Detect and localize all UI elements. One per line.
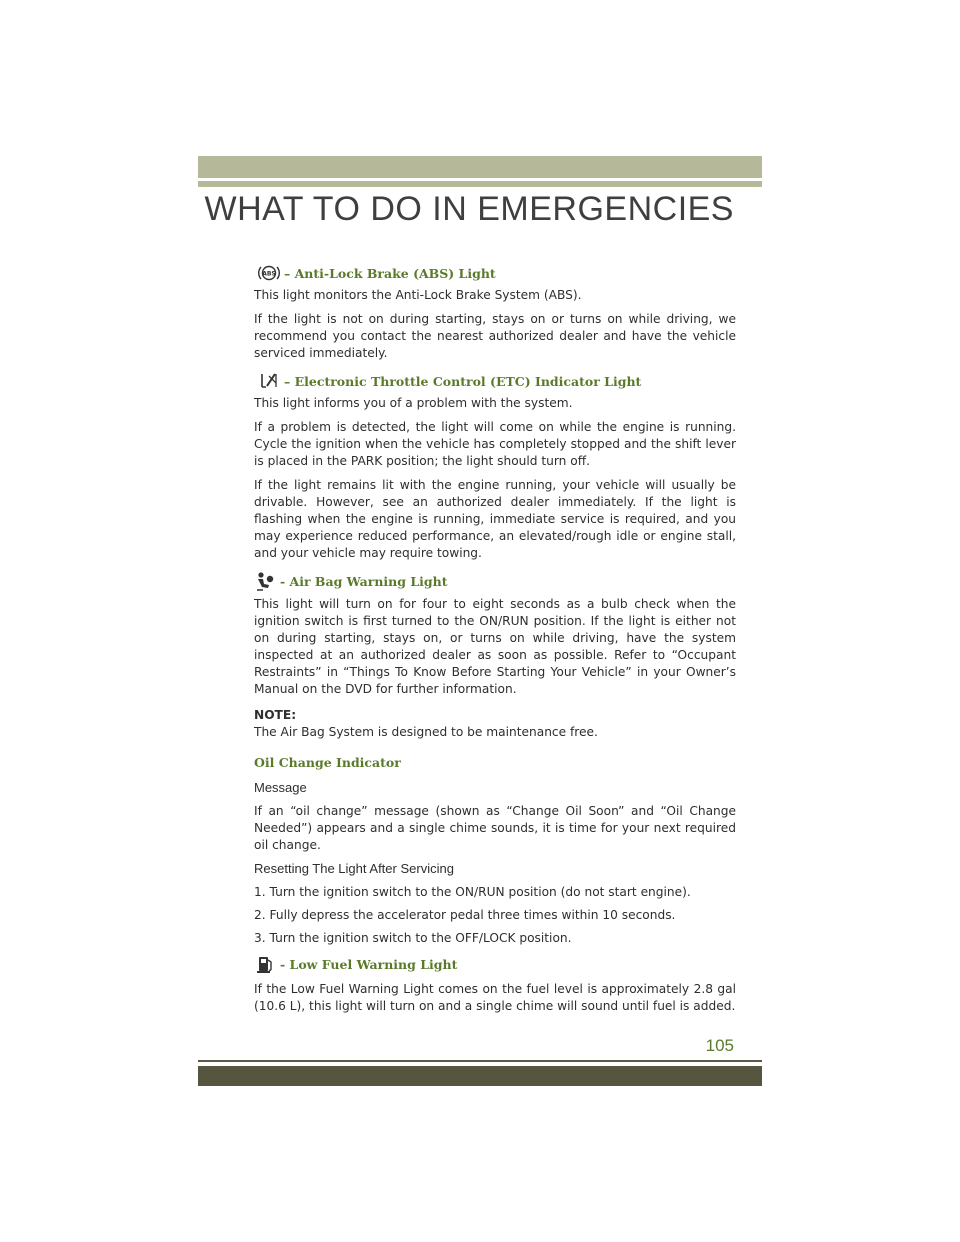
message-heading: Message (254, 780, 307, 795)
abs-icon (258, 263, 280, 283)
etc-paragraph-1: This light informs you of a problem with the system. (254, 396, 573, 410)
airbag-heading-text: - Air Bag Warning Light (280, 573, 448, 589)
note-text: The Air Bag System is designed to be maintenance free. (254, 725, 598, 739)
step-2: 2. Fully depress the accelerator pedal three times within 10 seconds. (254, 908, 676, 922)
etc-heading-text: – Electronic Throttle Control (ETC) Indicator Light (284, 373, 642, 389)
abs-paragraph-1: This light monitors the Anti-Lock Brake System (ABS). (254, 288, 582, 302)
page-content (254, 262, 736, 1015)
step-3: 3. Turn the ignition switch to the OFF/LOCK position. (254, 931, 572, 945)
footer-line (198, 1060, 762, 1062)
svg-text:ABS: ABS (262, 270, 276, 278)
airbag-paragraph-1: This light will turn on for four to eight seconds as a bulb check when the ignition switch is first turned to the ON/RUN position. If the light is either not on during starting, stays on, or turns on while driving, have the system inspected at an authorized dealer as soon as possible. Refer to “Occupant Restraints” in “Things To Know Before Starting Your Vehicle” in your Owner’s Manual on the DVD for further information. (254, 597, 736, 696)
step-1: 1. Turn the ignition switch to the ON/RUN position (do not start engine). (254, 885, 691, 899)
abs-heading (258, 262, 736, 284)
note-label: NOTE: (254, 708, 297, 722)
oil-change-heading-text: Oil Change Indicator (254, 754, 401, 770)
throttle-icon (258, 371, 280, 391)
header-band (198, 156, 762, 178)
fuel-pump-icon (254, 954, 276, 974)
low-fuel-heading (254, 953, 736, 975)
message-paragraph: If an “oil change” message (shown as “Change Oil Soon” and “Oil Change Needed”) appears and a single chime sounds, it is time for your next required oil change. (254, 804, 736, 852)
etc-heading (258, 370, 736, 392)
oil-change-heading (254, 751, 736, 773)
reset-heading: Resetting The Light After Servicing (254, 861, 454, 876)
header-band-thin (198, 181, 762, 187)
airbag-heading (254, 570, 736, 592)
etc-paragraph-3: If the light remains lit with the engine running, your vehicle will usually be drivable. However, see an authorized dealer immediately. If the light is flashing when the engine is running, immediate service is required, and you may experience reduced performance, an elevated/rough idle or engine stall, and your vehicle may require towing. (254, 478, 736, 560)
page-number: 105 (705, 1036, 734, 1055)
etc-paragraph-2: If a problem is detected, the light will come on while the engine is running. Cycle the ignition when the vehicle has completely stopped and the shift lever is placed in the PARK position; the light should turn off. (254, 420, 736, 468)
footer-band (198, 1066, 762, 1086)
section-title: WHAT TO DO IN EMERGENCIES (204, 190, 734, 228)
low-fuel-heading-text: - Low Fuel Warning Light (280, 956, 458, 972)
airbag-icon (254, 571, 276, 591)
abs-paragraph-2: If the light is not on during starting, stays on or turns on while driving, we recommend you contact the nearest authorized dealer and have the vehicle serviced immediately. (254, 312, 736, 360)
low-fuel-paragraph: If the Low Fuel Warning Light comes on the fuel level is approximately 2.8 gal (10.6 L), this light will turn on and a single chime will sound until fuel is added. (254, 982, 736, 1013)
abs-heading-text: – Anti-Lock Brake (ABS) Light (284, 265, 496, 281)
